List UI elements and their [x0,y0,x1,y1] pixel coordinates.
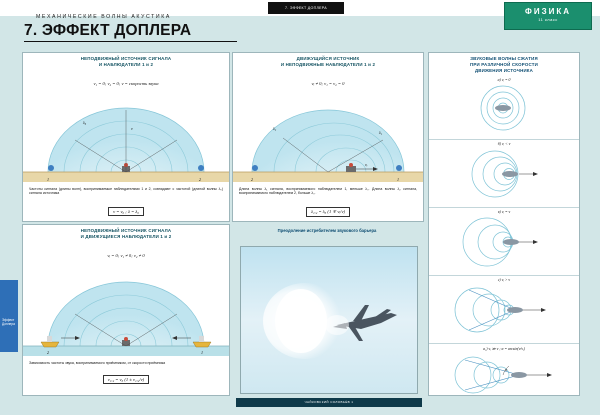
panel1-figure [23,90,229,187]
page-title: 7. ЭФФЕКТ ДОПЛЕРА [24,22,192,39]
panel1-result: ν = ν₀ ; λ = λ₀ [108,207,144,216]
top-center-tab: 7. ЭФФЕКТ ДОПЛЕРА [268,2,344,14]
panel4-row-c [429,208,579,276]
panel3-result: ν₁,₂ = ν₀ (1 ± v₁,₂/v) [103,375,149,384]
panel4-row-e [429,344,579,402]
panel2-note: Длина волны λ₁ сигнала, воспринимаемого наблюдателем 1, меньше λ₀. Длина волны λ₂ сигнала, воспринимаемого наблюдателем 2, больше λ₀. [239,186,417,196]
panel4-row-c-caption: в) vᵢ = v [497,209,511,214]
panel1-note: Частоты сигнала (длины волн), воспринимаемые наблюдателями 1 и 2, совпадают с частотой (длиной волны λ₀) сигнала источника [29,186,223,196]
svg-text:1: 1 [201,349,203,355]
panel4-row-b-caption: б) vᵢ < v [497,141,511,146]
svg-text:2: 2 [199,176,201,182]
badge-title: ФИЗИКА [525,7,571,16]
subject-badge [504,2,592,30]
svg-text:λ₀: λ₀ [83,119,87,125]
svg-text:λ₂: λ₂ [273,125,277,131]
left-spine [0,46,18,415]
photo-title: Преодоление истребителем звукового барьера [277,228,377,233]
panel4-title: ЗВУКОВЫЕ ВОЛНЫ СЖАТИЯ ПРИ РАЗЛИЧНОЙ СКОРОСТИ ДВИЖЕНИЯ ИСТОЧНИКА [470,56,538,73]
spine-label: Эффект Доплера [2,318,15,326]
title-divider [24,41,237,42]
svg-text:v: v [131,125,133,131]
svg-text:2: 2 [251,176,253,182]
badge-subtitle: 11 класс [538,17,558,22]
svg-text:2: 2 [47,349,49,355]
jet-photo [240,246,418,394]
bottom-tab: ЧАЙКОВСКИЙ СОЛОВЬЁВ 1 [236,398,422,407]
panel-stationary-source [22,52,230,222]
kicker-text: МЕХАНИЧЕСКИЕ ВОЛНЫ АКУСТИКА [36,14,171,20]
panel2-result: λ₁,₂ = λ₀ (1 ∓ vᵢ/v) [306,207,350,217]
publisher-logo [0,291,23,307]
svg-text:1: 1 [47,176,49,182]
panel4-row-b [429,140,579,208]
panel3-note: Зависимость частоты звука, воспринимаемого приёмником, от скорости приёмника [29,360,166,365]
svg-text:vᵢ: vᵢ [365,161,368,167]
panel-moving-observers [22,224,230,396]
panel2-top-formula: vᵢ ≠ 0; v₁ = v₂ = 0 [311,80,345,86]
panel1-top-formula: v₁ = 0; v₂ = 0; v = скорость звука [93,80,159,86]
svg-text:α: α [505,366,508,372]
panel3-figure [23,262,229,361]
panel2-title: ДВИЖУЩИЙСЯ ИСТОЧНИК И НЕПОДВИЖНЫЕ НАБЛЮДАТЕЛИ 1 и 2 [280,56,376,67]
svg-text:1: 1 [397,176,399,182]
panel4-row-a-caption: a) vᵢ = 0 [497,77,511,82]
panel3-top-formula: vᵢ = 0; v₁ ≠ 0; v₂ ≠ 0 [107,252,145,258]
panel-compression-waves [428,52,580,396]
panel2-figure [233,90,423,187]
panel-moving-source [232,52,424,222]
panel3-title: НЕПОДВИЖНЫЙ ИСТОЧНИК СИГНАЛА И ДВИЖУЩИЕСЯ НАБЛЮДАТЕЛИ 1 и 2 [80,228,172,239]
svg-text:λ₁: λ₁ [379,129,383,135]
panel4-row-d [429,276,579,344]
panel4-row-e-caption: a₁) vᵢ ≫ v ; α = arcsin(v/vᵢ) [483,346,525,351]
panel4-row-a [429,76,579,140]
panel1-title: НЕПОДВИЖНЫЙ ИСТОЧНИК СИГНАЛА И НАБЛЮДАТЕЛИ 1 и 2 [80,56,172,67]
panel4-row-d-caption: г) vᵢ > v [497,277,511,282]
